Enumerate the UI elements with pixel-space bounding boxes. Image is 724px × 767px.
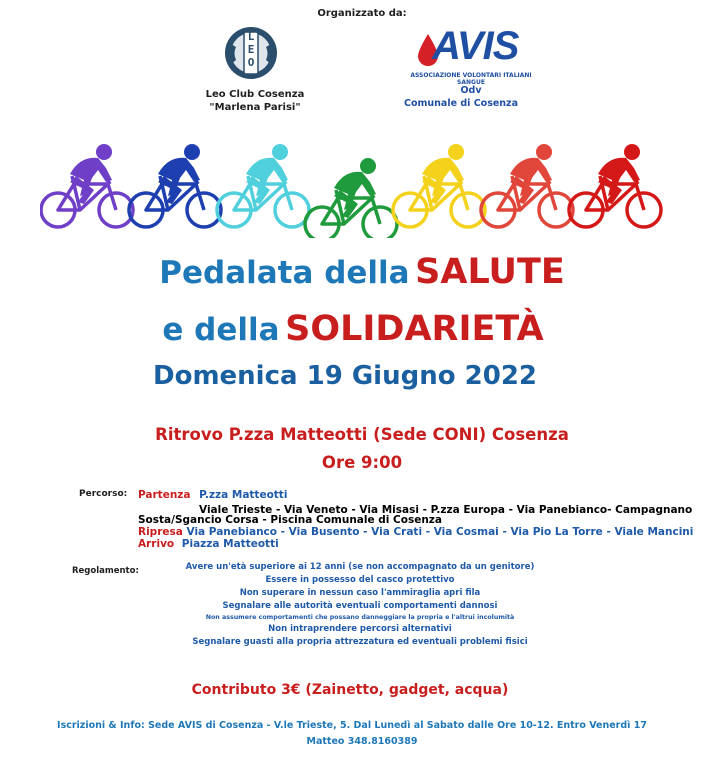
route-ripresa — [138, 526, 693, 538]
leo-club-name: Leo Club Cosenza — [205, 89, 305, 100]
cyclist-icon — [129, 144, 221, 227]
cyclist-icon — [41, 144, 133, 227]
route-partenza — [138, 489, 287, 501]
route-arrivo — [138, 538, 279, 550]
ripresa-label: Ripresa — [138, 526, 183, 538]
rule-item: Non superare in nessun caso l'ammiraglia apri fila — [239, 588, 481, 598]
organized-by-label: Organizzato da: — [317, 8, 407, 19]
rule-item: Segnalare alle autorità eventuali comportamenti dannosi — [222, 601, 498, 611]
avis-association-text: ASSOCIAZIONE VOLONTARI ITALIANI SANGUE — [410, 72, 532, 86]
cyclist-icon — [217, 144, 309, 227]
cyclist-icon — [481, 144, 573, 227]
leo-logo-text — [222, 30, 280, 69]
title-line-2-a: e della — [162, 312, 280, 348]
rule-item: Segnalare guasti alla propria attrezzatura ed eventuali problemi fisici — [192, 637, 528, 647]
rule-item: Essere in possesso del casco protettivo — [265, 575, 455, 585]
percorso-label: Percorso: — [79, 489, 128, 499]
arrivo-label: Arrivo — [138, 538, 175, 550]
avis-logo-text: AVIS — [432, 24, 519, 68]
rule-item: Non intraprendere percorsi alternativi — [268, 624, 452, 634]
title-line-2 — [0, 309, 706, 349]
cyclist-icon — [305, 158, 397, 238]
cyclist-icon — [569, 144, 661, 227]
partenza-text: P.zza Matteotti — [199, 489, 288, 501]
title-line-1 — [0, 252, 724, 292]
avis-odv: Odv — [460, 85, 482, 96]
meeting-time: Ore 9:00 — [321, 453, 403, 472]
info-contact: Matteo 348.8160389 — [306, 736, 418, 747]
title-salute: SALUTE — [415, 252, 565, 292]
event-date: Domenica 19 Giugno 2022 — [153, 361, 537, 391]
cyclist-icon — [393, 144, 485, 227]
partenza-label: Partenza — [138, 489, 191, 501]
route-line-1: Viale Trieste - Via Veneto - Via Misasi - P.zza Europa - Via Panebianco- Campagnano — [199, 504, 693, 516]
contributo: Contributo 3€ (Zainetto, gadget, acqua) — [191, 682, 509, 698]
route-sosta: Sosta/Sgancio Corsa - Piscina Comunale di Cosenza — [138, 514, 442, 526]
cyclists-illustration — [40, 138, 670, 238]
avis-logo — [412, 24, 532, 70]
title-line-1-a: Pedalata della — [159, 255, 410, 291]
ripresa-text: Via Panebianco - Via Busento - Via Crati - Via Cosmai - Via Pio La Torre - Viale Mancini — [186, 526, 694, 538]
meeting-place: Ritrovo P.zza Matteotti (Sede CONI) Cosenza — [155, 425, 569, 444]
avis-comunale: Comunale di Cosenza — [403, 98, 518, 109]
arrivo-text: Piazza Matteotti — [181, 538, 279, 550]
title-solidarieta: SOLIDARIETÀ — [285, 309, 544, 349]
rule-item: Non assumere comportamenti che possano danneggiare la propria e l'altrui incolumità — [205, 614, 515, 621]
leo-club-subtitle: "Marlena Parisi" — [209, 102, 301, 113]
regolamento-label: Regolamento: — [72, 566, 139, 576]
info-line-1: Iscrizioni & Info: Sede AVIS di Cosenza - V.le Trieste, 5. Dal Lunedì al Sabato dalle Ore 10-12. Entro Venerdì 17 — [57, 720, 647, 731]
leo-logo-text-value: LEO — [247, 30, 255, 69]
rule-item: Avere un'età superiore ai 12 anni (se non accompagnato da un genitore) — [185, 562, 535, 572]
